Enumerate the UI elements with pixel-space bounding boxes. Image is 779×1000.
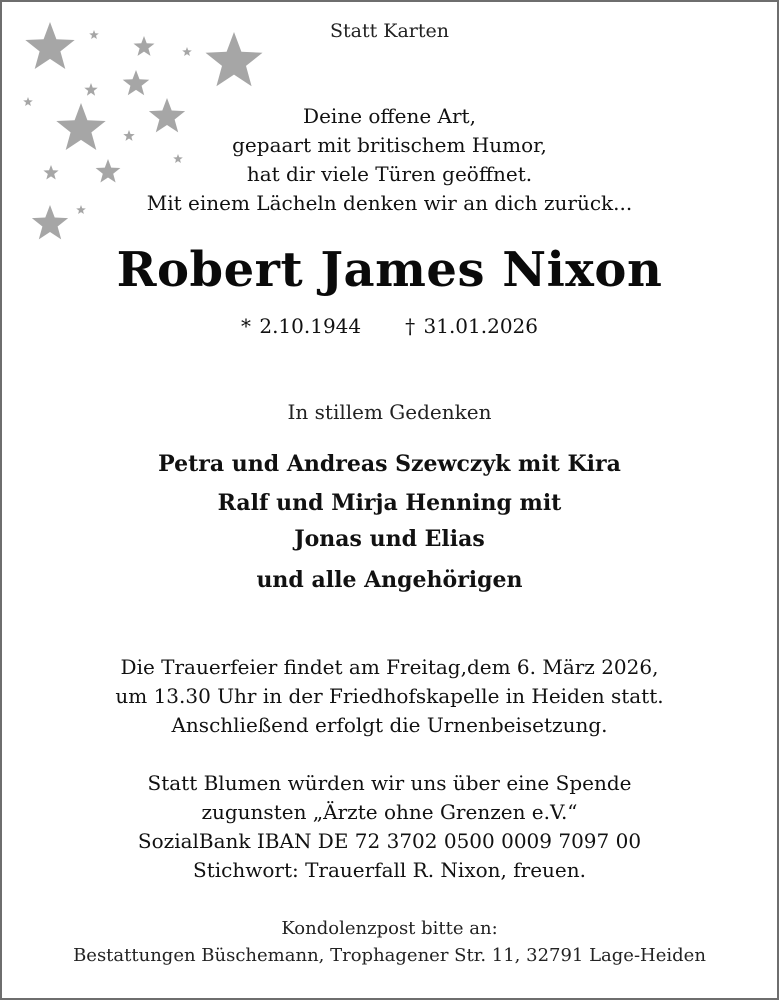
verse-line: Mit einem Lächeln denken wir an dich zurück... <box>146 191 633 215</box>
mourner-line: und alle Angehörigen <box>256 567 523 593</box>
star-icon <box>84 83 97 96</box>
birth-date: * 2.10.1944 <box>240 314 362 338</box>
verse-line: hat dir viele Türen geöffnet. <box>246 162 533 186</box>
death-date: † 31.01.2026 <box>405 314 539 338</box>
donation-line: zugunsten „Ärzte ohne Grenzen e.V.“ <box>201 800 578 824</box>
donation-line: Statt Blumen würden wir uns über eine Spende <box>147 771 632 795</box>
mourner-line: Jonas und Elias <box>294 526 485 552</box>
life-dates <box>2 314 777 338</box>
donation-iban: SozialBank IBAN DE 72 3702 0500 0009 7097 00 <box>137 829 642 853</box>
star-icon <box>123 70 150 95</box>
remembrance-label: In stillem Gedenken <box>287 400 492 424</box>
deceased-name: Robert James Nixon <box>116 242 663 298</box>
statt-karten-label: Statt Karten <box>329 20 449 42</box>
ceremony-line: um 13.30 Uhr in der Friedhofskapelle in Heiden statt. <box>115 684 664 708</box>
condolence-intro: Kondolenzpost bitte an: <box>281 918 498 939</box>
verse-line: Deine offene Art, <box>303 104 476 128</box>
funeral-home-address: Bestattungen Büschemann, Trophagener Str. 11, 32791 Lage-Heiden <box>73 945 706 966</box>
ceremony-line: Anschließend erfolgt die Urnenbeisetzung. <box>171 713 608 737</box>
donation-line: Stichwort: Trauerfall R. Nixon, freuen. <box>193 858 586 882</box>
star-icon <box>182 47 192 56</box>
ceremony-line: Die Trauerfeier findet am Freitag,dem 6. März 2026, <box>120 655 659 679</box>
verse-line: gepaart mit britischem Humor, <box>232 133 547 157</box>
mourner-line: Petra und Andreas Szewczyk mit Kira <box>158 451 621 477</box>
mourner-line: Ralf und Mirja Henning mit <box>217 490 562 516</box>
